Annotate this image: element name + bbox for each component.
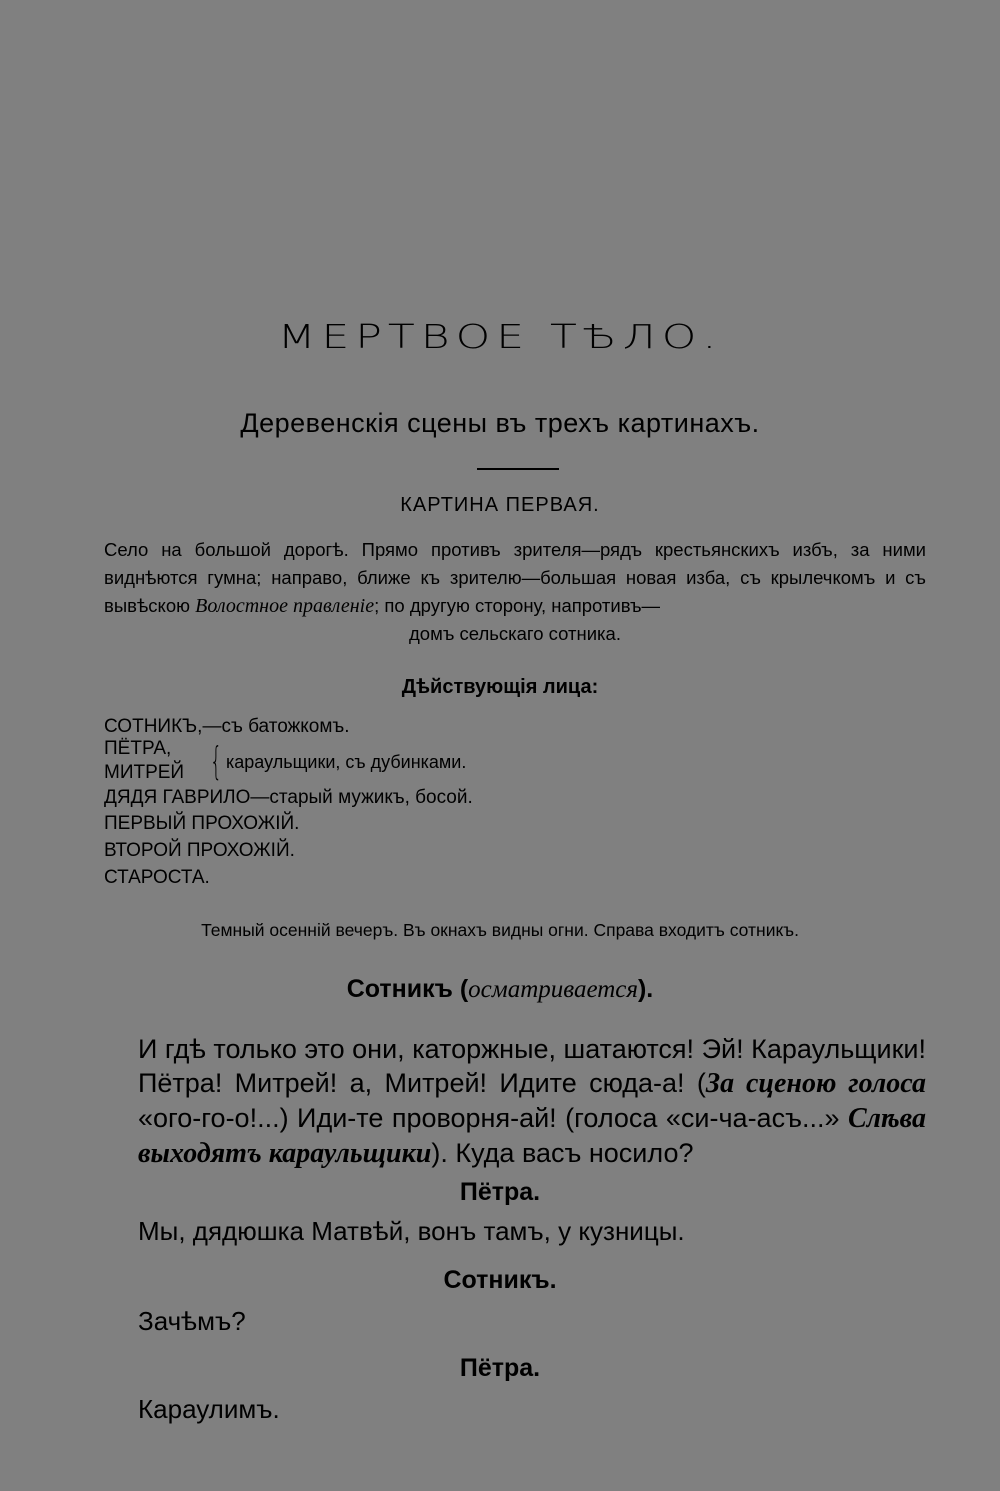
speaker-sotnik-2: Сотникъ. xyxy=(443,1266,557,1294)
cast-item-second-passer: ВТОРОЙ ПРОХОЖІЙ. xyxy=(104,840,295,861)
cast-name: СОТНИКЪ, xyxy=(104,716,203,737)
cast-item-first-passer: ПЕРВЫЙ ПРОХОЖІЙ. xyxy=(104,813,300,834)
speech-text: И гдѣ только это они, каторжные, шатаются! Эй! Караульщики! Пётра! Митрей! а, Митрей! Идите сюда-а! ( xyxy=(138,1034,926,1098)
cast-item-sotnik xyxy=(104,716,350,738)
setting-text-1: Село на большой дорогѣ. Прямо противъ зрителя—рядъ крестьянскихъ избъ, за ними виднѣются гумна; направо, ближе къ зрителю—большая новая изба, съ крылечкомъ и съ вывѣскою xyxy=(104,539,926,616)
speech-petra-2: Караулимъ. xyxy=(138,1394,280,1424)
cast-name-petra: ПЁТРА, xyxy=(104,738,172,759)
setting-sign-italic: Волостное правленіе xyxy=(195,595,375,617)
setting-text-2: ; по другую сторону, напротивъ— xyxy=(374,595,661,616)
speaker-name: Сотникъ xyxy=(346,975,453,1003)
cast-item-elder: СТАРОСТА. xyxy=(104,867,210,888)
speech-petra-1: Мы, дядюшка Матвѣй, вонъ тамъ, у кузницы. xyxy=(138,1216,685,1246)
speech-sotnik-2: Зачѣмъ? xyxy=(138,1306,246,1336)
speech-text: ). Куда васъ носило? xyxy=(431,1138,694,1168)
scene-heading: КАРТИНА ПЕРВАЯ. xyxy=(400,494,600,516)
speaker-petra: Пётра. xyxy=(459,1178,541,1206)
cast-item-gavrilo xyxy=(104,787,473,809)
cast-desc-guards: караульщики, съ дубинками. xyxy=(226,752,467,772)
speech-text: «ого-го-о!...) Иди-те проворня-ай! (голоса «си-ча-асъ...» xyxy=(138,1103,848,1133)
speaker-sotnik: Сотникъ (осматривается). xyxy=(346,975,654,1003)
subtitle: Деревенскія сцены въ трехъ картинахъ. xyxy=(240,408,760,438)
setting-last-line: домъ сельскаго сотника. xyxy=(409,623,621,644)
setting-description xyxy=(104,536,926,648)
speech-sotnik-1 xyxy=(138,1032,926,1171)
speaker-direction: осматривается xyxy=(468,976,638,1003)
speaker-petra-2: Пётра. xyxy=(459,1354,541,1382)
page-title: МЕРТВОЕ ТѢЛО. xyxy=(277,318,723,357)
cast-name: ДЯДЯ ГАВРИЛО xyxy=(104,787,251,808)
cast-desc: —старый мужикъ, босой. xyxy=(250,787,473,808)
stage-direction: Темный осенній вечеръ. Въ окнахъ видны огни. Справа входитъ сотникъ. xyxy=(201,920,799,940)
speech-italic: За сценою голоса xyxy=(705,1068,926,1099)
speech-italic: Слѣва выходятъ караульщики xyxy=(138,1103,926,1169)
cast-desc: —съ батожкомъ. xyxy=(202,716,350,737)
divider-rule xyxy=(477,468,559,470)
cast-name-mitrei: МИТРЕЙ xyxy=(104,762,185,783)
brace-icon: { xyxy=(210,739,223,783)
cast-heading: Дѣйствующія лица: xyxy=(401,676,599,698)
